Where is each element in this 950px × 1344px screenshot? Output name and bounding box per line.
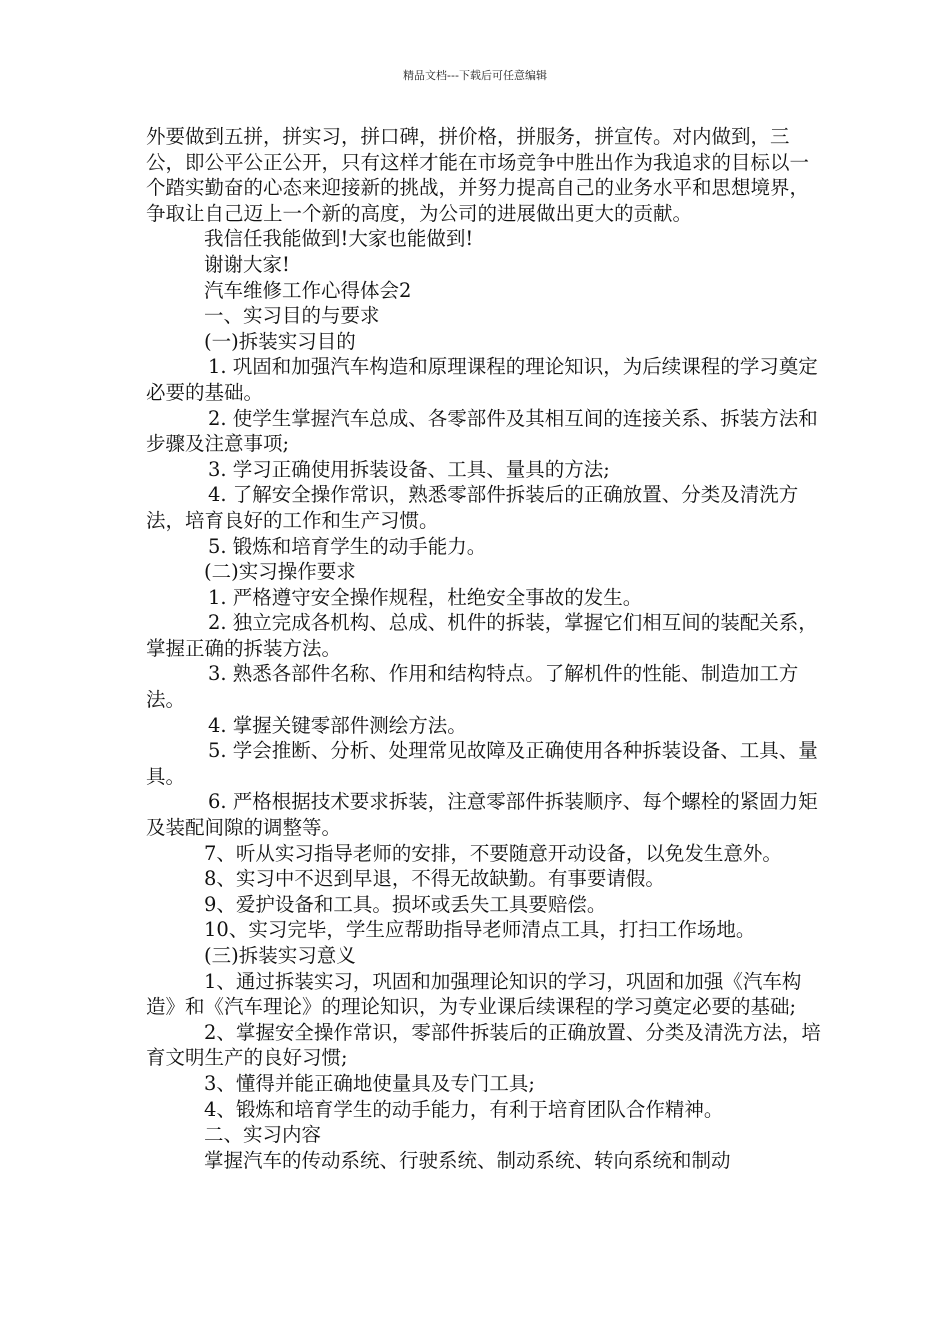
- paragraph: 10、实习完毕，学生应帮助指导老师清点工具，打扫工作场地。: [204, 918, 756, 942]
- paragraph: (一)拆装实习目的: [204, 329, 356, 353]
- paragraph: 3. 熟悉各部件名称、作用和结构特点。了解机件的性能、制造加工方法。: [146, 662, 799, 712]
- paragraph: 掌握汽车的传动系统、行驶系统、制动系统、转向系统和制动: [204, 1148, 731, 1172]
- paragraph: 2. 使学生掌握汽车总成、各零部件及其相互间的连接关系、拆装方法和步骤及注意事项;: [146, 406, 818, 456]
- paragraph: (三)拆装实习意义: [204, 944, 356, 967]
- paragraph: 谢谢大家!: [204, 252, 290, 276]
- paragraph: 1. 严格遵守安全操作规程，杜绝安全事故的发生。: [208, 585, 643, 609]
- paragraph: 8、实习中不迟到早退，不得无故缺勤。有事要请假。: [204, 867, 665, 891]
- paragraph: 2、掌握安全操作常识，零部件拆装后的正确放置、分类及清洗方法，培育文明生产的良好习惯;: [146, 1020, 821, 1070]
- paragraph: 1、通过拆装实习，巩固和加强理论知识的学习，巩固和加强《汽车构造》和《汽车理论》的理论知识，为专业课后续课程的学习奠定必要的基础;: [146, 969, 802, 1019]
- paragraph: 2. 独立完成各机构、总成、机件的拆装，掌握它们相互间的装配关系，掌握正确的拆装方法。: [146, 611, 818, 660]
- paragraph: 我信任我能做到!大家也能做到!: [204, 227, 474, 251]
- paragraph: 6. 严格根据技术要求拆装，注意零部件拆装顺序、每个螺栓的紧固力矩及装配间隙的调整等。: [146, 790, 818, 840]
- document-body: [146, 124, 826, 1173]
- paragraph: 1. 巩固和加强汽车构造和原理课程的理论知识，为后续课程的学习奠定必要的基础。: [146, 355, 818, 404]
- paragraph: 一、实习目的与要求: [204, 304, 380, 328]
- paragraph: 7、听从实习指导老师的安排，不要随意开动设备，以免发生意外。: [204, 841, 782, 865]
- paragraph: 4. 了解安全操作常识，熟悉零部件拆装后的正确放置、分类及清洗方法，培育良好的工作和生产习惯。: [146, 483, 799, 532]
- paragraph: 外要做到五拼，拼实习，拼口碑，拼价格，拼服务，拼宣传。对内做到，三公，即公平公正公开，只有这样才能在市场竞争中胜出作为我追求的目标以一个踏实勤奋的心态来迎接新的挑战，并努力提高自己的业务水平和思想境界，争取让自己迈上一个新的高度，为公司的进展做出更大的贡献。: [146, 125, 810, 225]
- paragraph: 二、实习内容: [204, 1123, 322, 1147]
- paragraph: 3、懂得并能正确地使量具及专门工具;: [204, 1071, 535, 1095]
- paragraph: (二)实习操作要求: [204, 560, 356, 584]
- page-header: 精品文档---下载后可任意编辑: [403, 69, 547, 82]
- paragraph: 3. 学习正确使用拆装设备、工具、量具的方法;: [208, 457, 610, 481]
- paragraph: 4. 掌握关键零部件测绘方法。: [208, 713, 467, 737]
- paragraph: 5. 学会推断、分析、处理常见故障及正确使用各种拆装设备、工具、量具。: [146, 739, 818, 788]
- paragraph: 4、锻炼和培育学生的动手能力，有利于培育团队合作精神。: [204, 1097, 724, 1121]
- paragraph: 汽车维修工作心得体会2: [204, 278, 412, 302]
- paragraph: 9、爱护设备和工具。损坏或丢失工具要赔偿。: [204, 892, 607, 916]
- paragraph: 5. 锻炼和培育学生的动手能力。: [208, 534, 487, 558]
